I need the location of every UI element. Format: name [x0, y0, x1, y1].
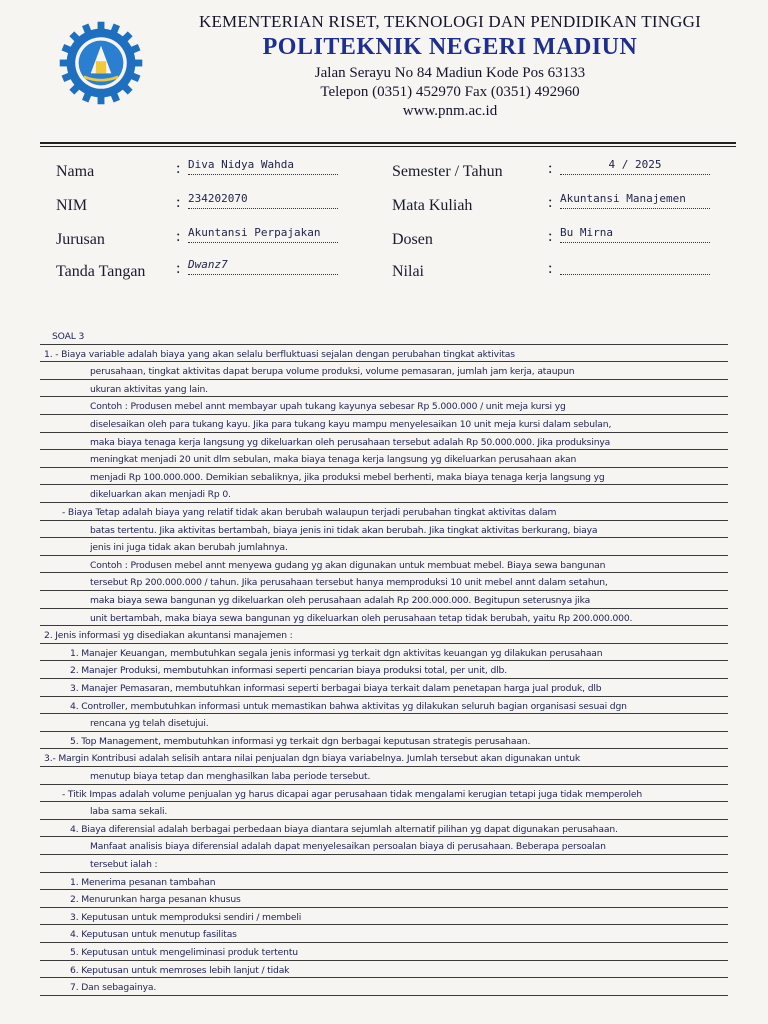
- answer-line: tersebut Rp 200.000.000 / tahun. Jika perusahaan tersebut hanya memproduksi 10 unit mebel annt dalam setahun,: [90, 577, 608, 589]
- ruled-line: [40, 748, 728, 749]
- answer-line: rencana yg telah disetujui.: [90, 718, 209, 730]
- mata-kuliah-value[interactable]: Akuntansi Manajemen: [560, 192, 710, 209]
- answer-line: menutup biaya tetap dan menghasilkan laba periode tersebut.: [90, 771, 371, 782]
- answer-line: unit bertambah, maka biaya sewa bangunan yg dikeluarkan oleh perusahaan tetap tidak berubah, yaitu Rp 200.000.000.: [90, 612, 633, 624]
- ruled-line: [40, 960, 728, 961]
- answer-line: 2. Jenis informasi yg disediakan akuntansi manajemen :: [44, 630, 293, 642]
- ruled-line: [40, 889, 728, 890]
- ruled-line: [40, 537, 728, 538]
- jurusan-label: Jurusan: [56, 231, 105, 248]
- answer-line: 6. Keputusan untuk memroses lebih lanjut / tidak: [70, 964, 290, 976]
- answer-line: meningkat menjadi 20 unit dlm sebulan, maka biaya tenaga kerja langsung yg dikeluarkan perusahaan akan: [90, 454, 577, 466]
- answer-line: jenis ini juga tidak akan berubah jumlahnya.: [90, 542, 288, 554]
- ruled-line: [40, 713, 728, 714]
- answer-line: 3.- Margin Kontribusi adalah selisih antara nilai penjualan dgn biaya variabelnya. Jumlah tersebut akan digunakan untuk: [44, 753, 581, 765]
- answer-line: 7. Dan sebagainya.: [70, 982, 157, 994]
- answer-line: 1. Manajer Keuangan, membutuhkan segala jenis informasi yg terkait dgn aktivitas keuangan yg dilakukan perusahaan: [70, 647, 603, 659]
- ruled-line: [40, 643, 728, 644]
- tanda-tangan-colon: :: [176, 260, 181, 277]
- answer-line: - Biaya Tetap adalah biaya yang relatif tidak akan berubah walaupun terjadi perubahan tingkat aktivitas dalam: [62, 507, 557, 518]
- answer-line: 2. Menurunkan harga pesanan khusus: [70, 894, 241, 906]
- semester-colon: :: [548, 160, 553, 177]
- ruled-line: [40, 854, 728, 855]
- answer-line: tersebut ialah :: [90, 859, 158, 870]
- nim-value[interactable]: 234202070: [188, 192, 338, 209]
- answer-line: 4. Keputusan untuk menutup fasilitas: [70, 929, 237, 941]
- tanda-tangan-label: Tanda Tangan: [56, 263, 146, 280]
- ruled-line: [40, 572, 728, 573]
- ruled-line: [40, 678, 728, 679]
- signature-value[interactable]: Dwanz7: [188, 258, 338, 275]
- nilai-value[interactable]: [560, 258, 710, 275]
- ruled-line: [40, 696, 728, 697]
- answer-sheet: [40, 326, 728, 1006]
- ruled-line: [40, 977, 728, 978]
- phone-line: Telepon (0351) 452970 Fax (0351) 492960: [320, 84, 580, 100]
- answer-line: maka biaya sewa bangunan yg dikeluarkan oleh perusahaan adalah Rp 200.000.000. Begitupun seterusnya jika: [90, 595, 591, 606]
- answer-line: Contoh : Produsen mebel annt menyewa gudang yg akan digunakan untuk membuat mebel. Biaya sewa bangunan: [90, 559, 606, 571]
- ruled-line: [40, 766, 728, 767]
- dosen-colon: :: [548, 228, 553, 245]
- answer-line: ukuran aktivitas yang lain.: [90, 383, 208, 395]
- nama-label: Nama: [56, 163, 95, 180]
- ministry-name: KEMENTERIAN RISET, TEKNOLOGI DAN PENDIDIKAN TINGGI: [199, 12, 701, 31]
- ruled-line: [40, 361, 728, 362]
- ruled-line: [40, 590, 728, 591]
- mata-kuliah-colon: :: [548, 194, 553, 211]
- dosen-value[interactable]: Bu Mirna: [560, 226, 710, 243]
- header-divider-thin: [40, 146, 736, 147]
- answer-line: 4. Biaya diferensial adalah berbagai perbedaan biaya diantara sejumlah alternatif pilihan yg dapat digunakan perusahaan.: [70, 823, 618, 835]
- ruled-line: [40, 819, 728, 820]
- answer-line: 2. Manajer Produksi, membutuhkan informasi seperti pencarian biaya produksi total, per unit, dlb.: [70, 665, 507, 677]
- answer-line: 5. Keputusan untuk mengeliminasi produk tertentu: [70, 947, 298, 958]
- ruled-line: [40, 924, 728, 925]
- ruled-line: [40, 872, 728, 873]
- semester-label: Semester / Tahun: [392, 163, 503, 180]
- answer-line: 5. Top Management, membutuhkan informasi yg terkait dgn berbagai keputusan strategis perusahaan.: [70, 735, 531, 747]
- ruled-line: [40, 731, 728, 732]
- ruled-line: [40, 449, 728, 450]
- answer-line: Manfaat analisis biaya diferensial adalah dapat menyelesaikan persoalan biaya di perusahaan. Beberapa persoalan: [90, 841, 606, 853]
- ruled-line: [40, 432, 728, 433]
- ruled-line: [40, 995, 728, 996]
- answer-line: diselesaikan oleh para tukang kayu. Jika para tukang kayu mampu menyelesaikan 10 unit meja kursi dalam sebulan,: [90, 419, 612, 430]
- ruled-line: [40, 414, 728, 415]
- ruled-line: [40, 907, 728, 908]
- nilai-colon: :: [548, 260, 553, 277]
- ruled-line: [40, 625, 728, 626]
- ruled-line: [40, 942, 728, 943]
- ruled-line: [40, 396, 728, 397]
- answer-line: - Titik Impas adalah volume penjualan yg harus dicapai agar perusahaan tidak mengalami kerugian tetapi juga tidak memperoleh: [62, 788, 643, 800]
- address-line: Jalan Serayu No 84 Madiun Kode Pos 63133: [314, 65, 586, 81]
- answer-line: perusahaan, tingkat aktivitas dapat berupa volume produksi, volume pemasaran, jumlah jam kerja, ataupun: [90, 366, 575, 378]
- nim-colon: :: [176, 194, 181, 211]
- answer-line: Contoh : Produsen mebel annt membayar upah tukang kayunya sebesar Rp 5.000.000 / unit meja kursi yg: [90, 401, 566, 413]
- answer-line: 3. Keputusan untuk memproduksi sendiri / membeli: [70, 911, 302, 923]
- answer-line: 3. Manajer Pemasaran, membutuhkan informasi seperti berbagai biaya terkait dalam penetapan harga jual produk, dlb: [70, 683, 602, 694]
- ruled-line: [40, 555, 728, 556]
- nim-label: NIM: [56, 197, 88, 214]
- institution-name: POLITEKNIK NEGERI MADIUN: [262, 34, 638, 60]
- mata-kuliah-label: Mata Kuliah: [392, 197, 473, 214]
- jurusan-colon: :: [176, 228, 181, 245]
- website-line: www.pnm.ac.id: [402, 103, 498, 119]
- nama-value[interactable]: Diva Nidya Wahda: [188, 158, 338, 175]
- ruled-line: [40, 379, 728, 380]
- nama-colon: :: [176, 160, 181, 177]
- ruled-line: [40, 520, 728, 521]
- answer-line: SOAL 3: [52, 331, 85, 342]
- header-divider: [40, 142, 736, 144]
- jurusan-value[interactable]: Akuntansi Perpajakan: [188, 226, 338, 243]
- answer-line: batas tertentu. Jika aktivitas bertambah, biaya jenis ini tidak akan berubah. Jika tingkat aktivitas berkurang, biaya: [90, 524, 598, 536]
- answer-line: dikeluarkan akan menjadi Rp 0.: [90, 489, 231, 501]
- ruled-line: [40, 784, 728, 785]
- ruled-line: [40, 502, 728, 503]
- letterhead: [150, 12, 750, 120]
- gear-emblem-icon: [58, 20, 144, 106]
- answer-line: 4. Controller, membutuhkan informasi untuk memastikan bahwa aktivitas yg dilakukan seluruh bagian organisasi sesuai dgn: [70, 700, 627, 712]
- dosen-label: Dosen: [392, 231, 433, 248]
- answer-line: menjadi Rp 100.000.000. Demikian sebaliknya, jika produksi mebel berhenti, maka biaya tenaga kerja langsung yg: [90, 471, 605, 483]
- answer-line: 1. - Biaya variable adalah biaya yang akan selalu berfluktuasi sejalan dengan perubahan tingkat aktivitas: [44, 348, 515, 360]
- ruled-line: [40, 660, 728, 661]
- answer-line: laba sama sekali.: [90, 806, 168, 818]
- answer-line: maka biaya tenaga kerja langsung yg dikeluarkan oleh perusahaan tersebut adalah Rp 50.000.000. Jika produksinya: [90, 436, 611, 448]
- answer-line: 1. Menerima pesanan tambahan: [70, 876, 216, 888]
- semester-value[interactable]: 4 / 2025: [560, 158, 710, 175]
- ruled-line: [40, 484, 728, 485]
- ruled-line: [40, 836, 728, 837]
- ruled-line: [40, 801, 728, 802]
- ruled-line: [40, 344, 728, 345]
- nilai-label: Nilai: [392, 263, 424, 280]
- ruled-line: [40, 467, 728, 468]
- ruled-line: [40, 608, 728, 609]
